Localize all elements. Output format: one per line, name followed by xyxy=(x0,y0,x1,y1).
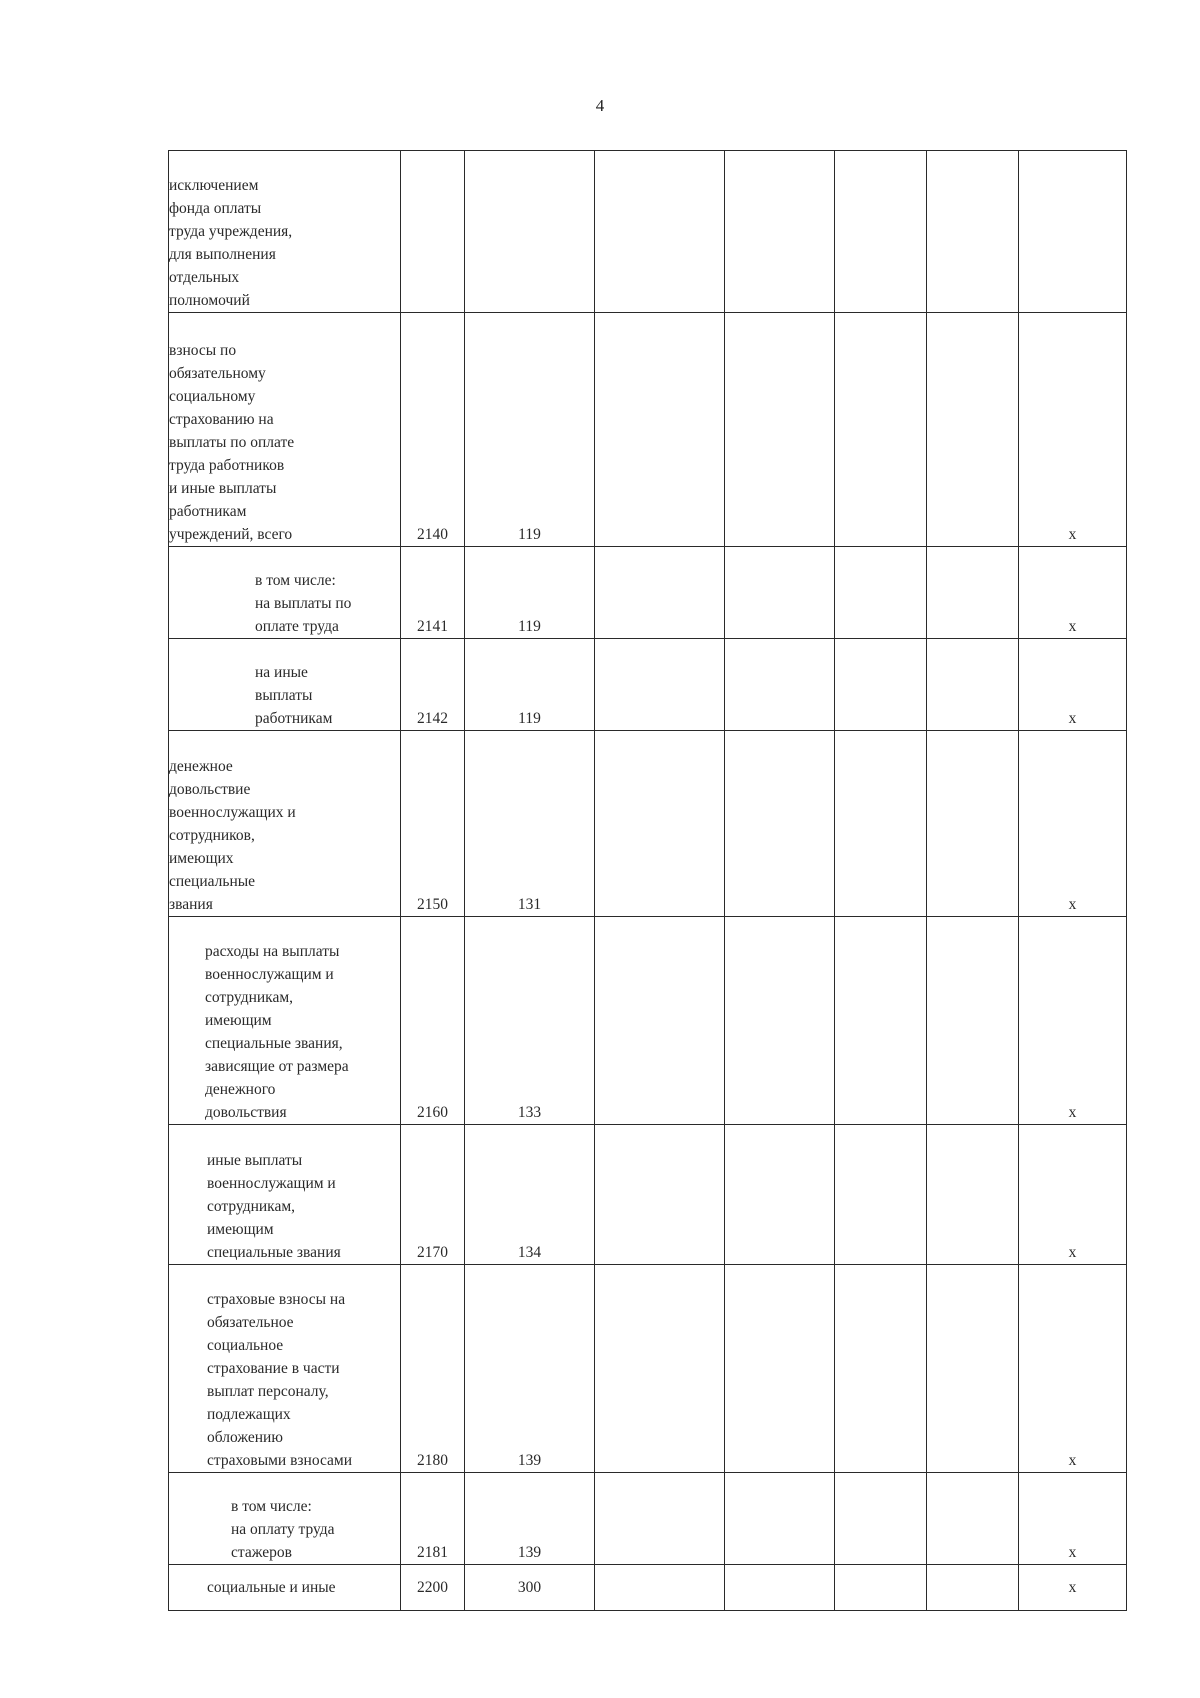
table-row xyxy=(169,547,1127,639)
table-row xyxy=(169,1265,1127,1473)
empty-cell xyxy=(595,917,725,1125)
row-kbk: 139 xyxy=(465,1473,595,1565)
row-x: x xyxy=(1019,639,1127,731)
row-code: 2200 xyxy=(401,1565,465,1611)
row-kbk: 119 xyxy=(465,313,595,547)
row-name: взносы по обязательному социальному страхованию на выплаты по оплате труда работников и иные выплаты работникам учреждений, всего xyxy=(169,313,401,547)
empty-cell xyxy=(927,1125,1019,1265)
table-row xyxy=(169,917,1127,1125)
row-name: на иные выплаты работникам xyxy=(169,639,401,731)
empty-cell xyxy=(835,1265,927,1473)
row-x: x xyxy=(1019,313,1127,547)
table-row xyxy=(169,1473,1127,1565)
row-code: 2160 xyxy=(401,917,465,1125)
empty-cell xyxy=(595,639,725,731)
row-code: 2181 xyxy=(401,1473,465,1565)
empty-cell xyxy=(927,1565,1019,1611)
empty-cell xyxy=(835,1473,927,1565)
row-kbk: 133 xyxy=(465,917,595,1125)
row-name: страховые взносы на обязательное социальное страхование в части выплат персоналу, подлежащих обложению страховыми взносами xyxy=(169,1265,401,1473)
empty-cell xyxy=(835,547,927,639)
row-kbk xyxy=(465,151,595,313)
empty-cell xyxy=(595,1125,725,1265)
row-name: социальные и иные xyxy=(169,1565,401,1611)
empty-cell xyxy=(835,151,927,313)
row-name: иные выплаты военнослужащим и сотрудникам, имеющим специальные звания xyxy=(169,1125,401,1265)
table-row xyxy=(169,151,1127,313)
row-x: x xyxy=(1019,917,1127,1125)
row-x: x xyxy=(1019,1265,1127,1473)
empty-cell xyxy=(927,313,1019,547)
row-x: x xyxy=(1019,1565,1127,1611)
empty-cell xyxy=(725,151,835,313)
row-code: 2140 xyxy=(401,313,465,547)
empty-cell xyxy=(835,313,927,547)
empty-cell xyxy=(595,151,725,313)
table-row xyxy=(169,1125,1127,1265)
empty-cell xyxy=(725,1125,835,1265)
row-code xyxy=(401,151,465,313)
row-x: x xyxy=(1019,731,1127,917)
empty-cell xyxy=(595,313,725,547)
row-code: 2180 xyxy=(401,1265,465,1473)
row-name: расходы на выплаты военнослужащим и сотрудникам, имеющим специальные звания, зависящие от размера денежного довольствия xyxy=(169,917,401,1125)
row-kbk: 139 xyxy=(465,1265,595,1473)
row-code: 2142 xyxy=(401,639,465,731)
empty-cell xyxy=(927,1473,1019,1565)
row-name: исключением фонда оплаты труда учреждения, для выполнения отдельных полномочий xyxy=(169,151,401,313)
empty-cell xyxy=(595,1473,725,1565)
empty-cell xyxy=(835,1565,927,1611)
empty-cell xyxy=(725,731,835,917)
empty-cell xyxy=(927,917,1019,1125)
empty-cell xyxy=(595,1565,725,1611)
empty-cell xyxy=(595,547,725,639)
empty-cell xyxy=(927,547,1019,639)
empty-cell xyxy=(927,151,1019,313)
row-x xyxy=(1019,151,1127,313)
table-row xyxy=(169,639,1127,731)
empty-cell xyxy=(725,1565,835,1611)
page-number: 4 xyxy=(595,96,605,115)
table-row xyxy=(169,731,1127,917)
empty-cell xyxy=(725,1473,835,1565)
empty-cell xyxy=(725,547,835,639)
row-code: 2150 xyxy=(401,731,465,917)
empty-cell xyxy=(835,731,927,917)
empty-cell xyxy=(927,1265,1019,1473)
empty-cell xyxy=(835,639,927,731)
empty-cell xyxy=(595,731,725,917)
empty-cell xyxy=(725,639,835,731)
row-kbk: 300 xyxy=(465,1565,595,1611)
row-x: x xyxy=(1019,1125,1127,1265)
row-kbk: 119 xyxy=(465,639,595,731)
table-row xyxy=(169,1565,1127,1611)
row-kbk: 131 xyxy=(465,731,595,917)
row-kbk: 119 xyxy=(465,547,595,639)
empty-cell xyxy=(595,1265,725,1473)
empty-cell xyxy=(835,1125,927,1265)
empty-cell xyxy=(835,917,927,1125)
row-x: x xyxy=(1019,1473,1127,1565)
row-kbk: 134 xyxy=(465,1125,595,1265)
empty-cell xyxy=(725,313,835,547)
row-code: 2170 xyxy=(401,1125,465,1265)
row-name: в том числе: на оплату труда стажеров xyxy=(169,1473,401,1565)
table-row xyxy=(169,313,1127,547)
row-name: денежное довольствие военнослужащих и сотрудников, имеющих специальные звания xyxy=(169,731,401,917)
empty-cell xyxy=(725,1265,835,1473)
empty-cell xyxy=(927,639,1019,731)
row-x: x xyxy=(1019,547,1127,639)
row-name: в том числе: на выплаты по оплате труда xyxy=(169,547,401,639)
empty-cell xyxy=(725,917,835,1125)
financial-table xyxy=(168,150,1127,1611)
row-code: 2141 xyxy=(401,547,465,639)
empty-cell xyxy=(927,731,1019,917)
